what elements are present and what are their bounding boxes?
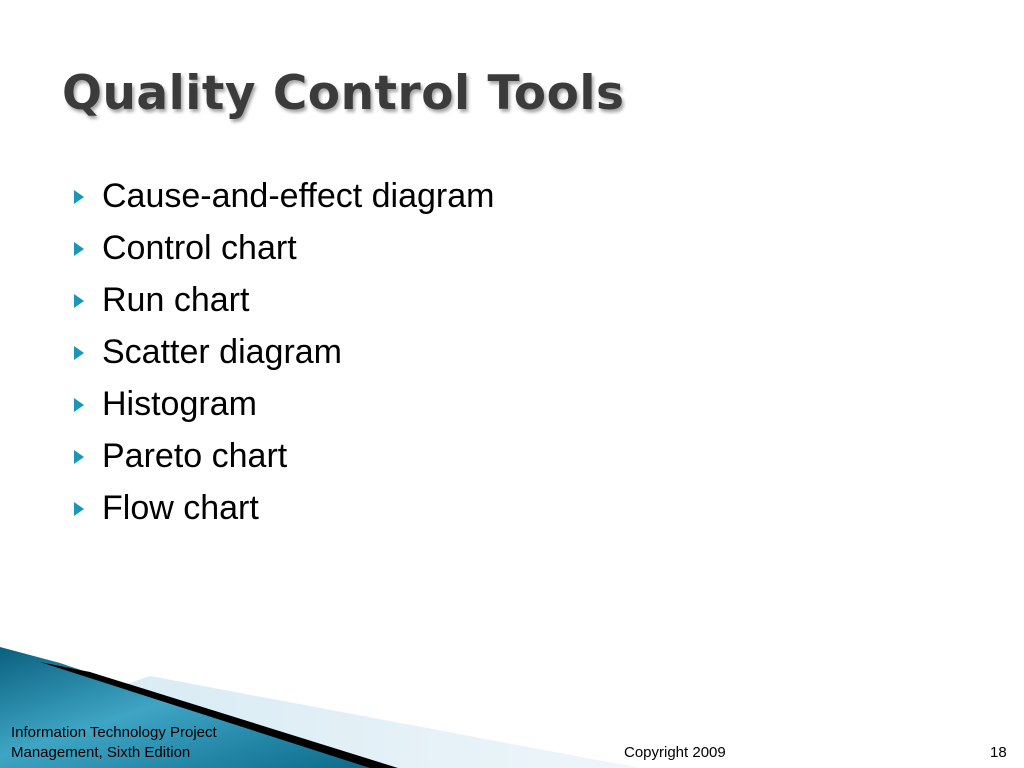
bullet-text: Flow chart [102,488,259,527]
footer-book-line-1: Information Technology Project [11,724,217,741]
list-item [74,274,494,326]
list-item [74,326,494,378]
footer-page-number: 18 [990,744,1007,761]
triangle-right-icon [74,190,84,204]
slide-title: Quality Control Tools [62,66,625,121]
list-item [74,430,494,482]
bullet-text: Histogram [102,384,257,423]
bullet-text: Pareto chart [102,436,288,475]
list-item [74,378,494,430]
triangle-right-icon [74,502,84,516]
triangle-right-icon [74,242,84,256]
footer-copyright: Copyright 2009 [624,744,726,761]
bullet-text: Run chart [102,280,250,319]
bullet-text: Control chart [102,228,297,267]
list-item [74,222,494,274]
triangle-right-icon [74,294,84,308]
bullet-text: Cause-and-effect diagram [102,176,495,215]
list-item [74,170,494,222]
triangle-right-icon [74,450,84,464]
triangle-right-icon [74,398,84,412]
bullet-list [74,170,494,534]
footer-book-line-2: Management, Sixth Edition [11,744,191,761]
bullet-text: Scatter diagram [102,332,342,371]
footer-book-title [11,723,217,763]
triangle-right-icon [74,346,84,360]
list-item [74,482,494,534]
